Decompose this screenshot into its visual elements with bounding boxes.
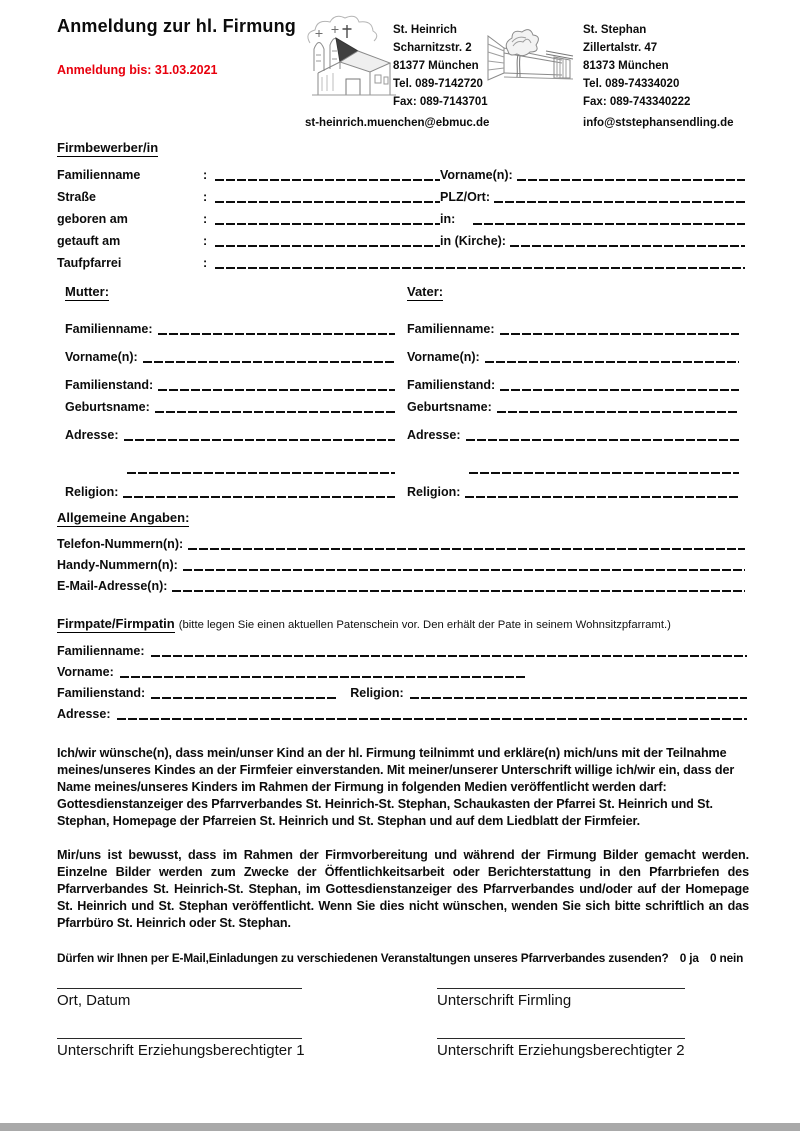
field-label: Familienname	[57, 168, 141, 182]
signature-label: Unterschrift Firmling	[437, 992, 572, 1009]
field-label: Religion:	[350, 686, 404, 700]
parish-street: Scharnitzstr. 2	[393, 42, 472, 54]
field-label: Familienstand:	[407, 378, 496, 392]
form-row	[407, 373, 739, 393]
applicant-familienname-field[interactable]	[215, 161, 440, 183]
handy-nummern-field[interactable]	[183, 552, 745, 573]
parish-fax: Fax: 089-743340222	[583, 96, 691, 108]
field-label: Taufpfarrei	[57, 256, 122, 270]
form-row	[57, 227, 745, 249]
field-label: in:	[440, 212, 456, 226]
form-row	[65, 423, 395, 443]
parish-email-st-stephan: info@ststephansendling.de	[583, 117, 734, 129]
field-label: Familienname:	[57, 644, 145, 658]
form-row	[65, 395, 395, 415]
field-label: Vorname:	[57, 665, 114, 679]
form-row	[407, 395, 739, 415]
field-label: Religion:	[407, 485, 461, 499]
father-column	[407, 283, 739, 500]
field-label: Familienstand:	[65, 378, 154, 392]
parish-phone: Tel. 089-7142720	[393, 78, 483, 90]
deadline-notice: Anmeldung bis: 31.03.2021	[57, 63, 218, 77]
field-label: Vorname(n):	[407, 350, 480, 364]
field-label: E-Mail-Adresse(n):	[57, 579, 168, 593]
field-colon: :	[203, 234, 208, 248]
field-label: Adresse:	[65, 428, 119, 442]
signature-block-erziehungsberechtigter-2	[437, 1038, 737, 1060]
form-row	[57, 573, 745, 594]
signature-block-erziehungsberechtigter-1	[57, 1038, 357, 1060]
field-label: Vorname(n):	[65, 350, 138, 364]
form-row	[57, 701, 747, 722]
email-consent-question: Dürfen wir Ihnen per E-Mail,Einladungen zu verschiedenen Veranstaltungen unseres Pfarrverbandes zusenden?	[57, 951, 669, 965]
form-row	[65, 373, 395, 393]
father-geburtsname-field[interactable]	[497, 395, 739, 415]
form-row	[407, 456, 739, 476]
signature-label: Unterschrift Erziehungsberechtigter 1	[57, 1042, 305, 1059]
page-bottom-edge	[0, 1123, 800, 1131]
parish-name: St. Heinrich	[393, 24, 457, 36]
form-row	[65, 456, 395, 476]
consent-paragraph-2: Mir/uns ist bewusst, dass im Rahmen der Firmvorbereitung und während der Firmung Bilder gemacht werden. Einzelne Bilder werden zum Zwecke der Öffentlichkeitsarbeit oder Berichterstattung in den Pfarrbriefen des Pfarrverbandes St. Heinrich-St. Stephan, im Gottesdienstanzeiger des Pfarrverbandes und/oder auf der Homepage St. Heinrich und St. Stephan veröffentlicht. Wenn Sie dies nicht wünschen, wenden Sie sich bitte schriftlich an das Pfarrbüro St. Heinrich oder St. Stephan.	[57, 848, 749, 930]
mother-familienname-field[interactable]	[158, 317, 395, 337]
applicant-strasse-field[interactable]	[215, 183, 440, 205]
applicant-getauft-kirche-field[interactable]	[510, 227, 745, 249]
applicant-vorname-field[interactable]	[517, 161, 745, 183]
form-row	[57, 552, 745, 573]
field-colon: :	[203, 190, 208, 204]
consent-paragraph-1: Ich/wir wünsche(n), dass mein/unser Kind an der hl. Firmung teilnimmt und erkläre(n) mich/uns mit der Teilnahme meines/unseres Kindes an der Firmfeier einverstanden. Mit meiner/unserer Unterschrift willige ich/wir ein, dass der Name meines/unseres Kinders im Rahmen der Firmung in folgenden Medien veröffentlicht werden darf: Gottesdienstanzeiger des Pfarrverbandes St. Heinrich-St. Stephan, Schaukasten der Pfarrei St. Heinrich und St. Stephan, Homepage der Pfarreien St. Heinrich und St. Stephan und auf dem Liedblatt der Firmfeier.	[57, 746, 735, 828]
section-applicant	[57, 139, 745, 271]
form-row	[57, 183, 745, 205]
mother-column	[65, 283, 395, 500]
field-label: Adresse:	[407, 428, 461, 442]
field-label: Religion:	[65, 485, 119, 499]
field-label: Geburtsname:	[407, 400, 492, 414]
email-adresse-field[interactable]	[172, 573, 745, 594]
father-adresse-field[interactable]	[466, 423, 740, 443]
parish-street: Zillertalstr. 47	[583, 42, 658, 54]
section-heading-sponsor: Firmpate/Firmpatin	[57, 616, 175, 631]
form-row	[407, 345, 739, 365]
mother-familienstand-field[interactable]	[158, 373, 395, 393]
form-row	[65, 317, 395, 337]
parish-city: 81377 München	[393, 60, 479, 72]
parish-name: St. Stephan	[583, 24, 647, 36]
form-row	[57, 531, 745, 552]
parish-phone: Tel. 089-74334020	[583, 78, 680, 90]
sponsor-familienstand-field[interactable]	[151, 680, 336, 701]
section-heading-mother: Mutter:	[65, 284, 110, 299]
section-parents	[57, 283, 747, 505]
st-heinrich-church-sketch-icon	[300, 11, 400, 104]
signature-block-firmling	[437, 988, 737, 1010]
form-row	[407, 423, 739, 443]
sponsor-religion-field[interactable]	[410, 680, 747, 701]
field-label: Vorname(n):	[440, 168, 513, 182]
form-row	[407, 317, 739, 337]
sponsor-adresse-field[interactable]	[117, 701, 748, 722]
section-sponsor	[57, 616, 747, 722]
father-familienstand-field[interactable]	[500, 373, 739, 393]
section-heading-applicant: Firmbewerber/in	[57, 140, 159, 155]
form-row	[65, 345, 395, 365]
form-row	[57, 205, 745, 227]
mother-religion-field[interactable]	[123, 480, 395, 500]
applicant-taufpfarrei-field[interactable]	[215, 249, 745, 271]
field-colon: :	[203, 212, 208, 226]
sponsor-note: (bitte legen Sie einen aktuellen Patenschein vor. Den erhält der Pate in seinem Wohnsitzpfarramt.)	[178, 619, 671, 631]
mother-adresse2-field[interactable]	[127, 456, 395, 476]
field-label: Geburtsname:	[65, 400, 150, 414]
sponsor-vorname-field[interactable]	[120, 659, 525, 680]
field-label: Familienname:	[65, 322, 153, 336]
option-ja[interactable]: 0 ja	[679, 951, 699, 965]
applicant-geboren-am-field[interactable]	[215, 205, 440, 227]
parish-email-st-heinrich: st-heinrich.muenchen@ebmuc.de	[305, 117, 490, 129]
mother-vorname-field[interactable]	[143, 345, 395, 365]
applicant-plz-ort-field[interactable]	[494, 183, 745, 205]
option-nein[interactable]: 0 nein	[709, 951, 744, 965]
father-religion-field[interactable]	[465, 480, 739, 500]
field-label: in (Kirche):	[440, 234, 506, 248]
mother-adresse-field[interactable]	[124, 423, 396, 443]
st-stephan-church-sketch-icon	[484, 20, 579, 92]
parish-fax: Fax: 089-7143701	[393, 96, 488, 108]
telefon-nummern-field[interactable]	[188, 531, 745, 552]
section-heading-general: Allgemeine Angaben:	[57, 510, 190, 525]
form-row	[57, 680, 747, 701]
field-label: Familienstand:	[57, 686, 146, 700]
section-general	[57, 509, 745, 594]
field-label: geboren am	[57, 212, 128, 226]
applicant-getauft-am-field[interactable]	[215, 227, 440, 249]
field-label: Handy-Nummern(n):	[57, 558, 178, 572]
parish-contact-st-stephan	[583, 21, 763, 111]
signature-label: Ort, Datum	[57, 992, 131, 1009]
signature-block-ort-datum	[57, 988, 357, 1010]
field-label: Telefon-Nummern(n):	[57, 537, 184, 551]
form-row	[65, 480, 395, 500]
form-row	[57, 161, 745, 183]
field-label: PLZ/Ort:	[440, 190, 490, 204]
email-consent-question-row	[57, 951, 767, 965]
father-adresse2-field[interactable]	[469, 456, 739, 476]
page-title: Anmeldung zur hl. Firmung	[57, 16, 296, 36]
father-vorname-field[interactable]	[485, 345, 739, 365]
mother-geburtsname-field[interactable]	[155, 395, 395, 415]
form-row	[407, 480, 739, 500]
form-row	[57, 638, 747, 659]
field-label: Familienname:	[407, 322, 495, 336]
field-colon: :	[203, 168, 208, 182]
section-heading-father: Vater:	[407, 284, 444, 299]
applicant-geboren-in-field[interactable]	[473, 205, 745, 227]
field-label: Straße	[57, 190, 96, 204]
father-familienname-field[interactable]	[500, 317, 739, 337]
field-colon: :	[203, 256, 208, 270]
form-row	[57, 249, 745, 271]
signature-label: Unterschrift Erziehungsberechtigter 2	[437, 1042, 685, 1059]
sponsor-familienname-field[interactable]	[151, 638, 747, 659]
field-label: getauft am	[57, 234, 121, 248]
form-row	[57, 659, 747, 680]
field-label: Adresse:	[57, 707, 111, 721]
parish-city: 81373 München	[583, 60, 669, 72]
